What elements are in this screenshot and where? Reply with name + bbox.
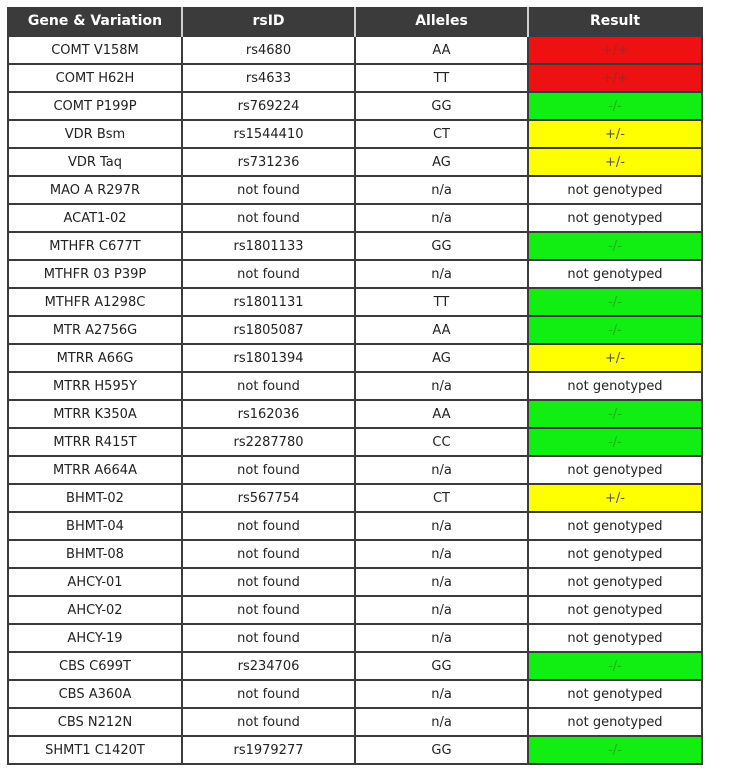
result-cell: -/-	[528, 232, 702, 260]
rsid-cell: not found	[182, 680, 355, 708]
result-cell: +/-	[528, 484, 702, 512]
rsid-cell: rs1979277	[182, 736, 355, 764]
gene-variation-cell: MTRR R415T	[8, 428, 182, 456]
result-cell: not genotyped	[528, 372, 702, 400]
rsid-cell: rs4633	[182, 64, 355, 92]
table-header	[8, 7, 702, 36]
alleles-cell: n/a	[355, 260, 528, 288]
rsid-cell: not found	[182, 596, 355, 624]
gene-variation-cell: VDR Bsm	[8, 120, 182, 148]
alleles-cell: CT	[355, 484, 528, 512]
rsid-cell: rs2287780	[182, 428, 355, 456]
gene-variation-cell: MTRR H595Y	[8, 372, 182, 400]
alleles-cell: AG	[355, 148, 528, 176]
alleles-cell: TT	[355, 64, 528, 92]
table-row	[8, 64, 702, 92]
rsid-cell: rs1801133	[182, 232, 355, 260]
gene-variation-cell: MTRR A664A	[8, 456, 182, 484]
alleles-cell: GG	[355, 652, 528, 680]
gene-variation-cell: COMT H62H	[8, 64, 182, 92]
gene-variation-cell: AHCY-02	[8, 596, 182, 624]
gene-variation-cell: AHCY-01	[8, 568, 182, 596]
gene-variation-cell: ACAT1-02	[8, 204, 182, 232]
table-row	[8, 344, 702, 372]
alleles-cell: n/a	[355, 456, 528, 484]
alleles-cell: TT	[355, 288, 528, 316]
rsid-cell: not found	[182, 512, 355, 540]
result-cell: not genotyped	[528, 624, 702, 652]
gene-variation-cell: COMT P199P	[8, 92, 182, 120]
result-cell: -/-	[528, 92, 702, 120]
header-alleles: Alleles	[355, 7, 528, 36]
result-cell: -/-	[528, 736, 702, 764]
table-row	[8, 36, 702, 64]
header-result: Result	[528, 7, 702, 36]
rsid-cell: not found	[182, 372, 355, 400]
result-cell: -/-	[528, 400, 702, 428]
table-row	[8, 372, 702, 400]
alleles-cell: n/a	[355, 204, 528, 232]
table-row	[8, 484, 702, 512]
alleles-cell: n/a	[355, 176, 528, 204]
table-row	[8, 204, 702, 232]
result-cell: +/-	[528, 344, 702, 372]
table-row	[8, 568, 702, 596]
gene-variation-cell: SHMT1 C1420T	[8, 736, 182, 764]
alleles-cell: n/a	[355, 372, 528, 400]
gene-variation-cell: VDR Taq	[8, 148, 182, 176]
alleles-cell: GG	[355, 92, 528, 120]
alleles-cell: n/a	[355, 540, 528, 568]
result-cell: not genotyped	[528, 204, 702, 232]
table-row	[8, 512, 702, 540]
table-row	[8, 288, 702, 316]
alleles-cell: n/a	[355, 624, 528, 652]
table-row	[8, 736, 702, 764]
result-cell: -/-	[528, 652, 702, 680]
gene-variation-cell: COMT V158M	[8, 36, 182, 64]
gene-variation-cell: MTRR A66G	[8, 344, 182, 372]
result-cell: not genotyped	[528, 512, 702, 540]
table-row	[8, 316, 702, 344]
gene-variation-cell: MAO A R297R	[8, 176, 182, 204]
result-cell: not genotyped	[528, 708, 702, 736]
table-row	[8, 456, 702, 484]
alleles-cell: n/a	[355, 512, 528, 540]
genotype-results-table	[7, 7, 703, 765]
result-cell: -/-	[528, 288, 702, 316]
alleles-cell: AA	[355, 400, 528, 428]
alleles-cell: GG	[355, 232, 528, 260]
table-row	[8, 540, 702, 568]
gene-variation-cell: CBS C699T	[8, 652, 182, 680]
table-row	[8, 120, 702, 148]
header-row	[8, 7, 702, 36]
rsid-cell: rs1801131	[182, 288, 355, 316]
alleles-cell: n/a	[355, 596, 528, 624]
alleles-cell: AA	[355, 36, 528, 64]
header-gene-variation: Gene & Variation	[8, 7, 182, 36]
rsid-cell: not found	[182, 176, 355, 204]
result-cell: not genotyped	[528, 176, 702, 204]
gene-variation-cell: BHMT-02	[8, 484, 182, 512]
rsid-cell: rs731236	[182, 148, 355, 176]
gene-variation-cell: MTHFR A1298C	[8, 288, 182, 316]
gene-variation-cell: MTHFR 03 P39P	[8, 260, 182, 288]
rsid-cell: not found	[182, 204, 355, 232]
gene-variation-cell: BHMT-08	[8, 540, 182, 568]
table-row	[8, 176, 702, 204]
table-row	[8, 708, 702, 736]
table-row	[8, 428, 702, 456]
rsid-cell: not found	[182, 624, 355, 652]
gene-variation-cell: MTR A2756G	[8, 316, 182, 344]
result-cell: not genotyped	[528, 568, 702, 596]
result-cell: not genotyped	[528, 540, 702, 568]
alleles-cell: CT	[355, 120, 528, 148]
header-rsid: rsID	[182, 7, 355, 36]
rsid-cell: rs567754	[182, 484, 355, 512]
result-cell: +/-	[528, 120, 702, 148]
result-cell: -/-	[528, 316, 702, 344]
gene-variation-cell: CBS A360A	[8, 680, 182, 708]
alleles-cell: GG	[355, 736, 528, 764]
rsid-cell: not found	[182, 260, 355, 288]
table-row	[8, 92, 702, 120]
result-cell: not genotyped	[528, 596, 702, 624]
table-row	[8, 232, 702, 260]
rsid-cell: not found	[182, 456, 355, 484]
table-row	[8, 400, 702, 428]
result-cell: not genotyped	[528, 456, 702, 484]
gene-variation-cell: BHMT-04	[8, 512, 182, 540]
gene-variation-cell: MTRR K350A	[8, 400, 182, 428]
rsid-cell: rs769224	[182, 92, 355, 120]
table-row	[8, 652, 702, 680]
rsid-cell: rs1544410	[182, 120, 355, 148]
result-cell: +/+	[528, 36, 702, 64]
alleles-cell: CC	[355, 428, 528, 456]
rsid-cell: rs162036	[182, 400, 355, 428]
rsid-cell: not found	[182, 568, 355, 596]
table-body	[8, 36, 702, 764]
rsid-cell: rs4680	[182, 36, 355, 64]
table-row	[8, 624, 702, 652]
alleles-cell: n/a	[355, 708, 528, 736]
rsid-cell: not found	[182, 708, 355, 736]
result-cell: -/-	[528, 428, 702, 456]
rsid-cell: rs1805087	[182, 316, 355, 344]
alleles-cell: n/a	[355, 680, 528, 708]
rsid-cell: rs234706	[182, 652, 355, 680]
table-row	[8, 596, 702, 624]
result-cell: not genotyped	[528, 680, 702, 708]
result-cell: +/-	[528, 148, 702, 176]
result-cell: +/+	[528, 64, 702, 92]
gene-variation-cell: AHCY-19	[8, 624, 182, 652]
table-row	[8, 148, 702, 176]
rsid-cell: rs1801394	[182, 344, 355, 372]
table-row	[8, 680, 702, 708]
alleles-cell: AA	[355, 316, 528, 344]
alleles-cell: AG	[355, 344, 528, 372]
alleles-cell: n/a	[355, 568, 528, 596]
table-row	[8, 260, 702, 288]
gene-variation-cell: CBS N212N	[8, 708, 182, 736]
result-cell: not genotyped	[528, 260, 702, 288]
rsid-cell: not found	[182, 540, 355, 568]
gene-variation-cell: MTHFR C677T	[8, 232, 182, 260]
